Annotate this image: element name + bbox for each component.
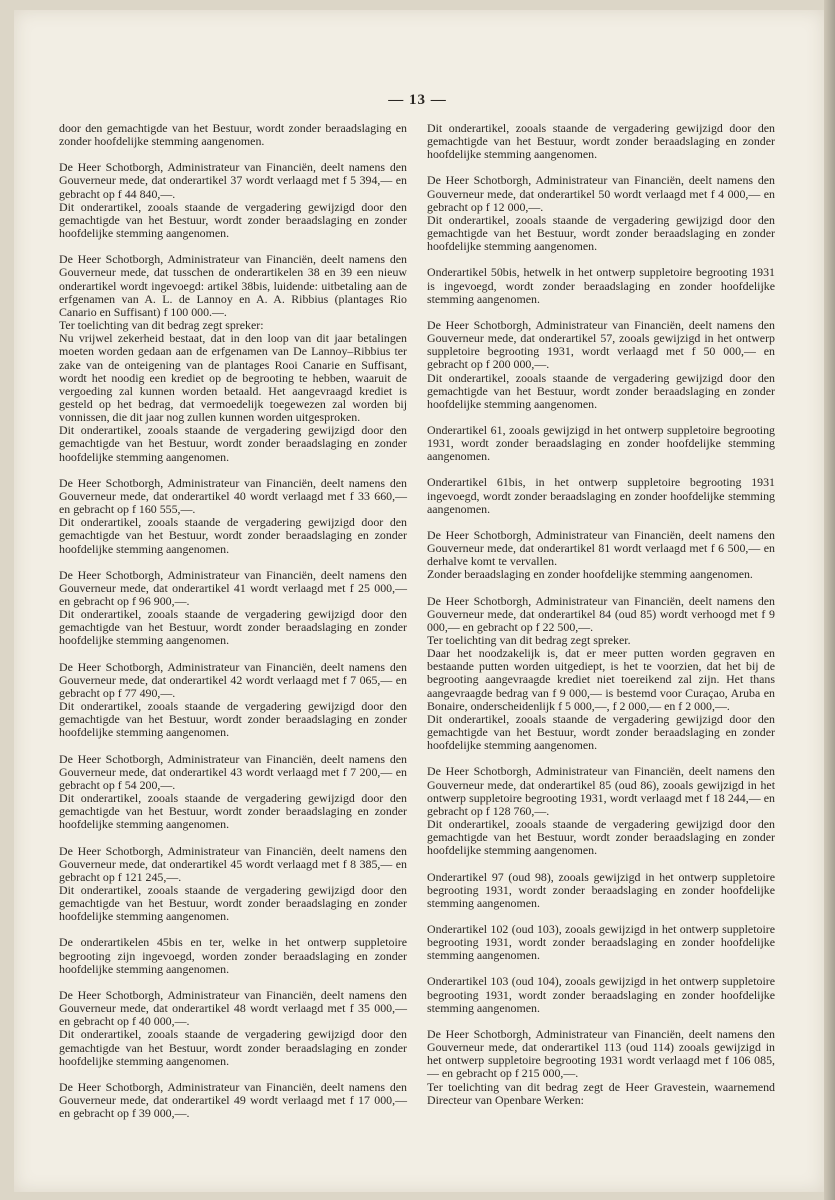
paragraph: Zonder beraadslaging en zonder hoofdelijke stemming aangenomen.: [427, 567, 753, 582]
paragraph: Ter toelichting van dit bedrag zegt spreker.: [427, 633, 631, 647]
left-column: [59, 122, 407, 1120]
paragraph: De Heer Schotborgh, Administrateur van Financiën, deelt namens den Gouverneur mede, dat onderartikel 41 wordt verlaagd met f 25 000,— en gebracht op f 96 900,—.: [59, 567, 407, 608]
paragraph: De Heer Schotborgh, Administrateur van Financiën, deelt namens den Gouverneur mede, dat onderartikel 42 wordt verlaagd met f 7 065,— en gebracht op f 77 490,—.: [59, 659, 407, 700]
paragraph: De Heer Schotborgh, Administrateur van Financiën, deelt namens den Gouverneur mede, dat onderartikel 40 wordt verlaagd met f 33 660,— en gebracht op f 160 555,—.: [59, 475, 407, 517]
page-edge: [824, 0, 835, 1200]
paragraph: De Heer Schotborgh, Administrateur van Financiën, deelt namens den Gouverneur mede, dat onderartikel 85 (oud 86), zooals gewijzigd in het ontwerp suppletoire begrooting 1931, wordt verlaagd met f 18 244,— en gebracht op f 128 760,—.: [427, 764, 775, 818]
paragraph: Dit onderartikel, zooals staande de vergadering gewijzigd door den gemachtigde van het Bestuur, wordt zonder beraadslaging en zonder hoofdelijke stemming aangenomen.: [59, 791, 407, 832]
paragraph: De Heer Schotborgh, Administrateur van Financiën, deelt namens den Gouverneur mede, dat onderartikel 48 wordt verlaagd met f 35 000,— en gebracht op f 40 000,—.: [59, 987, 407, 1029]
paragraph: Dit onderartikel, zooals staande de vergadering gewijzigd door den gemachtigde van het Bestuur, wordt zonder beraadslaging en zonder hoofdelijke stemming aangenomen.: [427, 817, 775, 858]
paragraph: Dit onderartikel, zooals staande de vergadering gewijzigd door den gemachtigde van het Bestuur, wordt zonder beraadslaging en zonder hoofdelijke stemming aangenomen.: [427, 711, 775, 753]
paragraph: Dit onderartikel, zooals staande de vergadering gewijzigd door den gemachtigde van het Bestuur, wordt zonder beraadslaging en zonder hoofdelijke stemming aangenomen.: [59, 515, 407, 556]
paragraph: De Heer Schotborgh, Administrateur van Financiën, deelt namens den Gouverneur mede, dat onderartikel 49 wordt verlaagd met f 17 000,— en gebracht op f 39 000,—.: [59, 1079, 407, 1121]
paragraph: Dit onderartikel, zooals staande de vergadering gewijzigd door den gemachtigde van het Bestuur, wordt zonder beraadslaging en zonder hoofdelijke stemming aangenomen.: [59, 199, 407, 241]
paragraph: De Heer Schotborgh, Administrateur van Financiën, deelt namens den Gouverneur mede, dat onderartikel 45 wordt verlaagd met f 8 385,— en gebracht op f 121 245,—.: [59, 843, 407, 884]
paragraph: Ter toelichting van dit bedrag zegt spreker:: [59, 318, 264, 333]
paragraph: Dit onderartikel, zooals staande de vergadering gewijzigd door den gemachtigde van het Bestuur, wordt zonder beraadslaging en zonder hoofdelijke stemming aangenomen.: [59, 882, 407, 924]
paragraph: Ter toelichting van dit bedrag zegt de Heer Gravestein, waarnemend Directeur van Openbare Werken:: [427, 1079, 775, 1107]
page-number: — 13 —: [388, 92, 447, 108]
right-column: [427, 122, 775, 1107]
paragraph: De Heer Schotborgh, Administrateur van Financiën, deelt namens den Gouverneur mede, dat onderartikel 50 wordt verlaagd met f 4 000,— en gebracht op f 12 000,—.: [427, 173, 775, 214]
paragraph: De Heer Schotborgh, Administrateur van Financiën, deelt namens den Gouverneur mede, dat onderartikel 113 (oud 114) zooals gewijzigd in het ontwerp suppletoire begrooting 1931 wordt verlaagd met f 106 085,— en gebracht op f 215 000,—.: [427, 1026, 775, 1081]
paragraph: Daar het noodzakelijk is, dat er meer putten worden gegraven en bestaande putten worden uitgediept, is het te voorzien, dat het bij de begrooting aangevraagde krediet niet toereikend zal zijn. Het thans aangevraagde bedrag van f 9 000,— is bestemd voor Curaçao, Aruba en Bonaire, onderscheidenlijk f 5 000,—, f 2 000,— en f 2 000,—.: [427, 646, 775, 713]
paragraph: De Heer Schotborgh, Administrateur van Financiën, deelt namens den Gouverneur mede, dat onderartikel 81 wordt verlaagd met f 6 500,— en derhalve komt te vervallen.: [427, 527, 775, 569]
paragraph: Onderartikel 103 (oud 104), zooals gewijzigd in het ontwerp suppletoire begrooting 1931, wordt zonder beraadslaging en zonder hoofdelijke stemming aangenomen.: [427, 974, 775, 1015]
paragraph: De Heer Schotborgh, Administrateur van Financiën, deelt namens den Gouverneur mede, dat tusschen de onderartikelen 38 en 39 een nieuw onderartikel wordt ingevoegd: artikel 38bis, luidende: uitbetaling aan de erfgenamen van A. L. de Lannoy en A. A. Ribbius (plantages Rio Canario en Suffisant) f 100 000.—.: [59, 252, 407, 319]
paragraph: De Heer Schotborgh, Administrateur van Financiën, deelt namens den Gouverneur mede, dat onderartikel 57, zooals gewijzigd in het ontwerp suppletoire begrooting 1931, wordt verlaagd met f 50 000,— en gebracht op f 200 000,—.: [427, 317, 775, 372]
paragraph: Dit onderartikel, zooals staande de vergadering gewijzigd door den gemachtigde van het Bestuur, wordt zonder beraadslaging en zonder hoofdelijke stemming aangenomen.: [59, 1027, 407, 1068]
paragraph: Onderartikel 102 (oud 103), zooals gewijzigd in het ontwerp suppletoire begrooting 1931, wordt zonder beraadslaging en zonder hoofdelijke stemming aangenomen.: [427, 921, 775, 963]
paragraph: Dit onderartikel, zooals staande de vergadering gewijzigd door den gemachtigde van het Bestuur, wordt zonder beraadslaging en zonder hoofdelijke stemming aangenomen.: [427, 370, 775, 411]
paragraph: De onderartikelen 45bis en ter, welke in het ontwerp suppletoire begrooting zijn ingevoegd, worden zonder beraadslaging en zonder hoofdelijke stemming aangenomen.: [59, 935, 407, 976]
paragraph: Dit onderartikel, zooals staande de vergadering gewijzigd door den gemachtigde van het Bestuur, wordt zonder beraadslaging en zonder hoofdelijke stemming aangenomen.: [59, 699, 407, 740]
paragraph: Onderartikel 61, zooals gewijzigd in het ontwerp suppletoire begrooting 1931, wordt zonder beraadslaging en zonder hoofdelijke stemming aangenomen.: [427, 422, 775, 464]
paragraph: Dit onderartikel, zooals staande de vergadering gewijzigd door den gemachtigde van het Bestuur, wordt zonder beraadslaging en zonder hoofdelijke stemming aangenomen.: [427, 121, 775, 162]
paragraph: Onderartikel 61bis, in het ontwerp suppletoire begrooting 1931 ingevoegd, wordt zonder beraadslaging en zonder hoofdelijke stemming aangenomen.: [427, 475, 775, 516]
paragraph: Nu vrijwel zekerheid bestaat, dat in den loop van dit jaar betalingen moeten worden gedaan aan de erfgenamen van De Lannoy–Ribbius ter zake van de onteigening van de plantages Rooi Canarie en Suffisant, wordt het noodig een krediet op de begrooting te hebben, waaruit de vergoeding zal kunnen worden betaald. Het aangevraagd krediet is gesteld op het bedrag, dat vermoedelijk toegewezen zal worden bij vonnissen, die dit jaar nog zullen kunnen worden uitgesproken.: [59, 331, 407, 425]
paragraph: De Heer Schotborgh, Administrateur van Financiën, deelt namens den Gouverneur mede, dat onderartikel 37 wordt verlaagd met f 5 394,— en gebracht op f 44 840,—.: [59, 160, 407, 201]
paragraph: Onderartikel 50bis, hetwelk in het ontwerp suppletoire begrooting 1931 is ingevoegd, wordt zonder beraadslaging en zonder hoofdelijke stemming aangenomen.: [427, 265, 775, 306]
paragraph: Onderartikel 97 (oud 98), zooals gewijzigd in het ontwerp suppletoire begrooting 1931, wordt zonder beraadslaging en zonder hoofdelijke stemming aangenomen.: [427, 869, 775, 910]
paragraph: door den gemachtigde van het Bestuur, wordt zonder beraadslaging en zonder hoofdelijke stemming aangenomen.: [59, 121, 407, 149]
paragraph: Dit onderartikel, zooals staande de vergadering gewijzigd door den gemachtigde van het Bestuur, wordt zonder beraadslaging en zonder hoofdelijke stemming aangenomen.: [59, 607, 407, 648]
paragraph: De Heer Schotborgh, Administrateur van Financiën, deelt namens den Gouverneur mede, dat onderartikel 84 (oud 85) wordt verhoogd met f 9 000,— en gebracht op f 22 500,—.: [427, 593, 775, 634]
paragraph: Dit onderartikel, zooals staande de vergadering gewijzigd door den gemachtigde van het Bestuur, wordt zonder beraadslaging en zonder hoofdelijke stemming aangenomen.: [59, 423, 407, 464]
paragraph: Dit onderartikel, zooals staande de vergadering gewijzigd door den gemachtigde van het Bestuur, wordt zonder beraadslaging en zonder hoofdelijke stemming aangenomen.: [427, 212, 775, 254]
paragraph: De Heer Schotborgh, Administrateur van Financiën, deelt namens den Gouverneur mede, dat onderartikel 43 wordt verlaagd met f 7 200,— en gebracht op f 54 200,—.: [59, 751, 407, 792]
